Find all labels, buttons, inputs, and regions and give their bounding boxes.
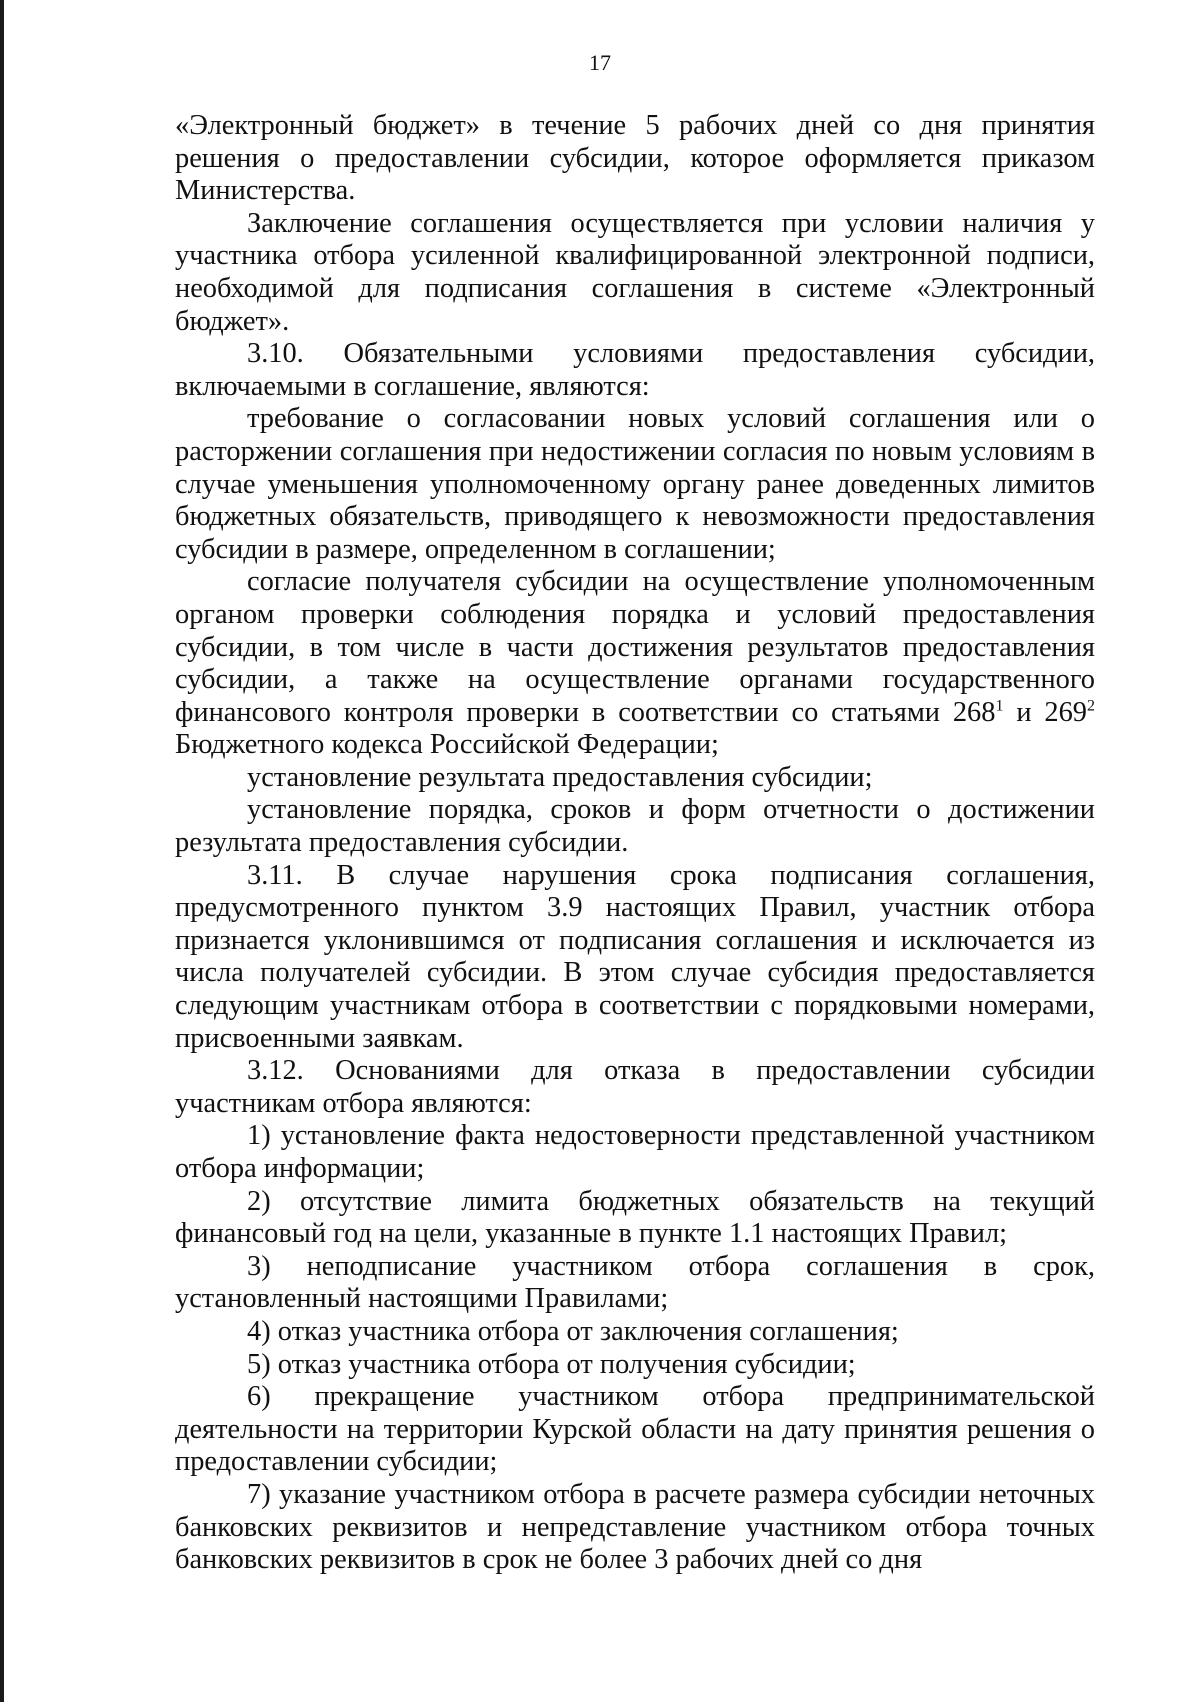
footnote-sup-1: 1 <box>995 697 1004 715</box>
consent-text-1: согласие получателя субсидии на осуществление уполномоченным органом проверки соблюдения порядка и условий предоставления субсидии, в том числе в части достижения результатов предоставления субсидии, а также на осуществление органами государственного финансового контроля проверки в соответствии со статьями 268 <box>175 566 1095 728</box>
clause-3-11: 3.11. В случае нарушения срока подписания соглашения, предусмотренного пунктом 3.9 настоящих Правил, участник отбора признается уклонившимся от подписания соглашения и исключается из числа получателей субсидии. В этом случае субсидия предоставляется следующим участникам отбора в соответствии с порядковыми номерами, присвоенными заявкам. <box>175 859 1095 1054</box>
refusal-ground-3: 3) неподписание участником отбора соглашения в срок, установленный настоящими Правилами; <box>175 1250 1095 1315</box>
consent-text-2: и 269 <box>1003 696 1088 728</box>
refusal-ground-1: 1) установление факта недостоверности представленной участником отбора информации; <box>175 1120 1095 1184</box>
refusal-ground-4: 4) отказ участника отбора от заключения соглашения; <box>247 1315 899 1347</box>
condition-result: установление результата предоставления субсидии; <box>247 761 873 793</box>
condition-reporting: установление порядка, сроков и форм отчетности о достижении результата предоставления субсидии. <box>175 794 1095 859</box>
clause-3-10: 3.10. Обязательными условиями предоставления субсидии, включаемыми в соглашение, являются: <box>175 338 1095 402</box>
paragraph-agreement-conclusion: Заключение соглашения осуществляется при условии наличия у участника отбора усиленной квалифицированной электронной подписи, необходимой для подписания соглашения в системе «Электронный бюджет». <box>175 207 1095 337</box>
condition-new-terms: требование о согласовании новых условий соглашения или о расторжении соглашения при недостижении согласия по новым условиям в случае уменьшения уполномоченному органу ранее доведенных лимитов бюджетных обязательств, приводящего к невозможности предоставления субсидии в размере, определенном в соглашении; <box>175 403 1095 565</box>
paragraph-continuation: «Электронный бюджет» в течение 5 рабочих дней со дня принятия решения о предоставлении субсидии, которое оформляется приказом Министерства. <box>175 110 1095 207</box>
scan-edge-shadow <box>0 0 4 1702</box>
footnote-sup-2: 2 <box>1087 697 1096 715</box>
page-number: 17 <box>589 50 611 75</box>
refusal-ground-7: 7) указание участником отбора в расчете размера субсидии неточных банковских реквизитов и непредставление участником отбора точных банковских реквизитов в срок не более 3 рабочих дней со дня <box>175 1478 1095 1576</box>
document-body <box>175 110 1095 1577</box>
refusal-ground-6: 6) прекращение участником отбора предпринимательской деятельности на территории Курской области на дату принятия решения о предоставлении субсидии; <box>175 1381 1095 1478</box>
refusal-ground-5: 5) отказ участника отбора от получения субсидии; <box>247 1348 856 1380</box>
consent-text-3: Бюджетного кодекса Российской Федерации; <box>175 729 719 761</box>
refusal-ground-2: 2) отсутствие лимита бюджетных обязательств на текущий финансовый год на цели, указанные в пункте 1.1 настоящих Правил; <box>175 1185 1095 1250</box>
clause-3-12: 3.12. Основаниями для отказа в предоставлении субсидии участникам отбора являются: <box>175 1055 1095 1119</box>
condition-consent-inspection <box>175 566 1095 762</box>
